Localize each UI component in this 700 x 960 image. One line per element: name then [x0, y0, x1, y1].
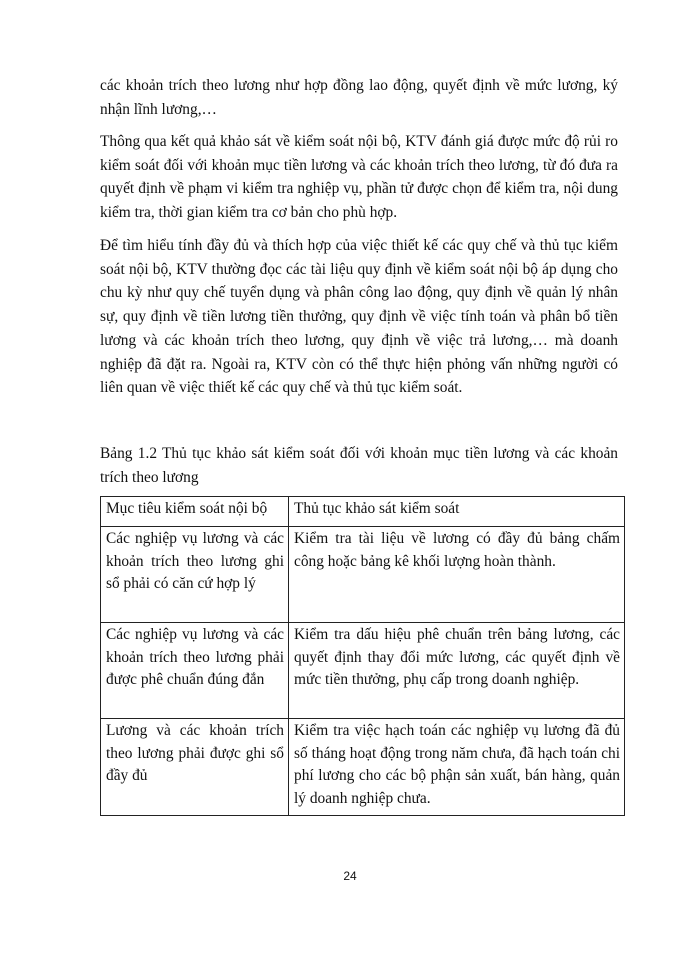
table-row: [101, 719, 625, 816]
cell-procedure: Kiểm tra việc hạch toán các nghiệp vụ lương đã đủ số tháng hoạt động trong năm chưa, đã hạch toán chi phí lương cho các bộ phận sản xuất, bán hàng, quản lý doanh nghiệp chưa.: [289, 719, 625, 816]
paragraph-control-design: Để tìm hiểu tính đầy đủ và thích hợp của việc thiết kế các quy chế và thủ tục kiểm soát nội bộ, KTV thường đọc các tài liệu quy định về kiểm soát nội bộ áp dụng cho chu kỳ như quy chế tuyển dụng và phân công lao động, quy định về quản lý nhân sự, quy định về tiền lương tiền thưởng, quy định về việc tính toán và phân bổ tiền lương và các khoản trích theo lương, quy định về việc trả lương,… mà doanh nghiệp đã đặt ra. Ngoài ra, KTV còn có thể thực hiện phỏng vấn những người có liên quan về việc thiết kế các quy chế và thủ tục kiểm soát.: [100, 237, 618, 397]
paragraph-continuation: các khoản trích theo lương như hợp đồng lao động, quyết định về mức lương, ký nhận lĩnh lương,…: [100, 77, 618, 118]
cell-objective: Các nghiệp vụ lương và các khoản trích theo lương ghi sổ phải có căn cứ hợp lý: [101, 527, 289, 623]
cell-objective: Các nghiệp vụ lương và các khoản trích theo lương phải được phê chuẩn đúng đắn: [101, 623, 289, 719]
header-objective: Mục tiêu kiểm soát nội bộ: [101, 497, 289, 527]
table-header-row: [101, 497, 625, 527]
cell-procedure: Kiểm tra tài liệu về lương có đầy đủ bảng chấm công hoặc bảng kê khối lượng hoàn thành.: [289, 527, 625, 623]
control-survey-table: [100, 496, 625, 816]
page-number: 24: [343, 869, 357, 883]
header-procedure: Thủ tục khảo sát kiểm soát: [289, 497, 625, 527]
table-row: [101, 623, 625, 719]
paragraph-risk-assessment: Thông qua kết quả khảo sát về kiểm soát nội bộ, KTV đánh giá được mức độ rủi ro kiểm soát đối với khoản mục tiền lương và các khoản trích theo lương, từ đó đưa ra quyết định về phạm vi kiểm tra nghiệp vụ, phần tử được chọn để kiểm tra, nội dung kiểm tra, thời gian kiểm tra cơ bản cho phù hợp.: [100, 133, 618, 222]
table-row: [101, 527, 625, 623]
table-caption: Bảng 1.2 Thủ tục khảo sát kiểm soát đối với khoản mục tiền lương và các khoản trích theo lương: [100, 445, 618, 486]
cell-procedure: Kiểm tra dấu hiệu phê chuẩn trên bảng lương, các quyết định thay đổi mức lương, các quyết định về mức tiền thưởng, phụ cấp trong doanh nghiệp.: [289, 623, 625, 719]
cell-objective: Lương và các khoản trích theo lương phải được ghi sổ đầy đủ: [101, 719, 289, 816]
